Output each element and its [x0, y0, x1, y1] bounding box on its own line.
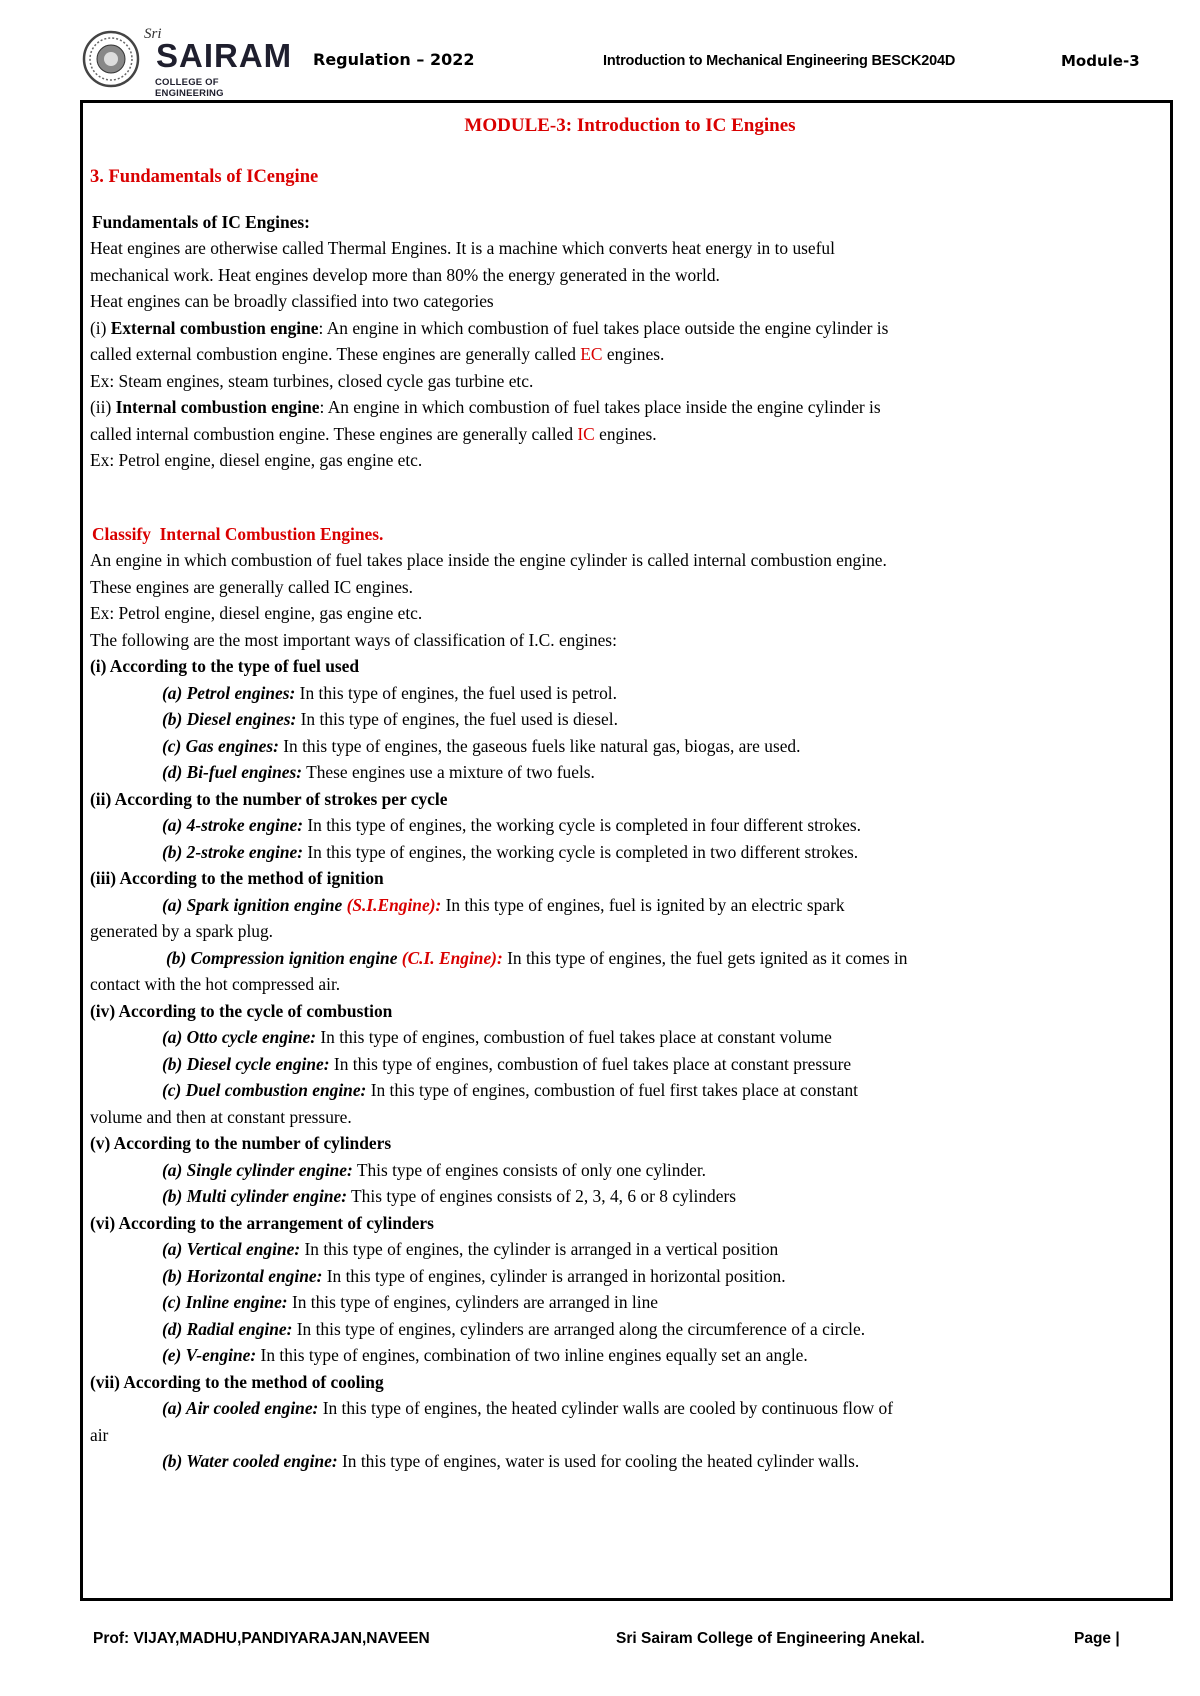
- category-heading: (v) According to the number of cylinders: [90, 1133, 392, 1153]
- list-item: (b) Compression ignition engine (C.I. Engine): In this type of engines, the fuel gets ignited as it comes in: [166, 947, 908, 968]
- course-title: Introduction to Mechanical Engineering BESCK204D: [603, 53, 956, 69]
- footer-page-number: Page |: [1074, 1630, 1120, 1647]
- list-item: (b) Horizontal engine: In this type of engines, cylinder is arranged in horizontal position.: [162, 1265, 786, 1286]
- page-footer: [0, 1630, 1200, 1660]
- category-heading: (ii) According to the number of strokes per cycle: [90, 788, 448, 809]
- list-item: (d) Bi-fuel engines: These engines use a mixture of two fuels.: [162, 762, 595, 782]
- list-item: (a) Spark ignition engine (S.I.Engine): In this type of engines, fuel is ignited by an electric spark: [162, 894, 845, 915]
- list-item: (a) Air cooled engine: In this type of engines, the heated cylinder walls are cooled by continuous flow of: [162, 1398, 894, 1418]
- regulation-label: Regulation – 2022: [313, 50, 475, 69]
- ec-abbr: EC: [580, 344, 603, 364]
- logo-name: SAIRAM: [156, 37, 293, 74]
- list-item: (b) Diesel engines: In this type of engines, the fuel used is diesel.: [162, 709, 618, 729]
- classify-line: An engine in which combustion of fuel takes place inside the engine cylinder is called internal combustion engine.: [90, 550, 887, 570]
- list-item: (a) 4-stroke engine: In this type of engines, the working cycle is completed in four different strokes.: [162, 815, 862, 835]
- list-item: (a) Single cylinder engine: This type of engines consists of only one cylinder.: [162, 1159, 707, 1180]
- intro-line: Heat engines can be broadly classified into two categories: [90, 291, 494, 311]
- college-logo: [82, 22, 293, 99]
- list-item: (a) Petrol engines: In this type of engines, the fuel used is petrol.: [162, 682, 617, 703]
- page-header: [0, 0, 1200, 100]
- ice-definition: (ii) Internal combustion engine: An engine in which combustion of fuel takes place inside the engine cylinder is: [90, 397, 881, 417]
- category-heading: (vi) According to the arrangement of cylinders: [90, 1212, 434, 1233]
- intro-line: mechanical work. Heat engines develop more than 80% the energy generated in the world.: [90, 264, 720, 285]
- category-heading: (vii) According to the method of cooling: [90, 1371, 384, 1392]
- document-body: [90, 112, 1170, 1475]
- ic-abbr: IC: [577, 423, 595, 444]
- list-item-cont: contact with the hot compressed air.: [90, 974, 341, 994]
- list-item: (b) Water cooled engine: In this type of engines, water is used for cooling the heated cylinder walls.: [162, 1451, 860, 1471]
- college-seal-icon: [82, 30, 140, 88]
- sub-heading: Fundamentals of IC Engines:: [92, 211, 310, 232]
- list-item: (b) Multi cylinder engine: This type of engines consists of 2, 3, 4, 6 or 8 cylinders: [162, 1186, 737, 1206]
- category-heading: (iii) According to the method of ignition: [90, 868, 384, 888]
- classify-line: Ex: Petrol engine, diesel engine, gas engine etc.: [90, 603, 423, 623]
- list-item: (c) Duel combustion engine: In this type of engines, combustion of fuel first takes place at constant: [162, 1080, 858, 1100]
- list-item: (a) Vertical engine: In this type of engines, the cylinder is arranged in a vertical position: [162, 1239, 779, 1259]
- section-heading: 3. Fundamentals of ICengine: [90, 167, 319, 187]
- ece-term: External combustion engine: [110, 317, 319, 338]
- footer-college: Sri Sairam College of Engineering Anekal.: [616, 1630, 925, 1647]
- ice-examples: Ex: Petrol engine, diesel engine, gas engine etc.: [90, 450, 423, 470]
- list-item: (b) Diesel cycle engine: In this type of engines, combustion of fuel takes place at constant pressure: [162, 1053, 852, 1074]
- footer-professors: Prof: VIJAY,MADHU,PANDIYARAJAN,NAVEEN: [93, 1630, 430, 1647]
- ice-definition-cont: called internal combustion engine. These engines are generally called IC engines.: [90, 423, 657, 444]
- module-title: MODULE-3: Introduction to IC Engines: [464, 115, 796, 136]
- list-item-cont: generated by a spark plug.: [90, 921, 274, 941]
- logo-subtitle: COLLEGE OF ENGINEERING: [155, 77, 224, 99]
- list-item: (a) Otto cycle engine: In this type of engines, combustion of fuel takes place at constant volume: [162, 1027, 832, 1047]
- classify-line: The following are the most important ways of classification of I.C. engines:: [90, 629, 617, 650]
- list-item: (c) Inline engine: In this type of engines, cylinders are arranged in line: [162, 1292, 658, 1312]
- category-heading: (i) According to the type of fuel used: [90, 656, 360, 676]
- classify-line: These engines are generally called IC engines.: [90, 576, 414, 597]
- category-heading: (iv) According to the cycle of combustion: [90, 1000, 393, 1021]
- list-item-cont: volume and then at constant pressure.: [90, 1106, 352, 1127]
- ice-term: Internal combustion engine: [115, 397, 320, 417]
- list-item: (c) Gas engines: In this type of engines, the gaseous fuels like natural gas, biogas, are used.: [162, 735, 801, 756]
- list-item: (b) 2-stroke engine: In this type of engines, the working cycle is completed in two different strokes.: [162, 841, 859, 862]
- intro-line: Heat engines are otherwise called Thermal Engines. It is a machine which converts heat energy in to useful: [90, 238, 835, 258]
- classify-heading: Classify Internal Combustion Engines.: [92, 523, 384, 544]
- ece-examples: Ex: Steam engines, steam turbines, closed cycle gas turbine etc.: [90, 370, 534, 391]
- ece-definition: (i) External combustion engine: An engine in which combustion of fuel takes place outside the engine cylinder is: [90, 317, 889, 338]
- list-item: (e) V-engine: In this type of engines, combination of two inline engines equally set an angle.: [162, 1345, 808, 1365]
- list-item-cont: air: [90, 1424, 109, 1445]
- ece-definition-cont: called external combustion engine. These engines are generally called EC engines.: [90, 344, 665, 364]
- list-item: (d) Radial engine: In this type of engines, cylinders are arranged along the circumference of a circle.: [162, 1318, 866, 1339]
- module-label: Module-3: [1061, 52, 1140, 70]
- logo-sri-text: Sri: [144, 26, 162, 42]
